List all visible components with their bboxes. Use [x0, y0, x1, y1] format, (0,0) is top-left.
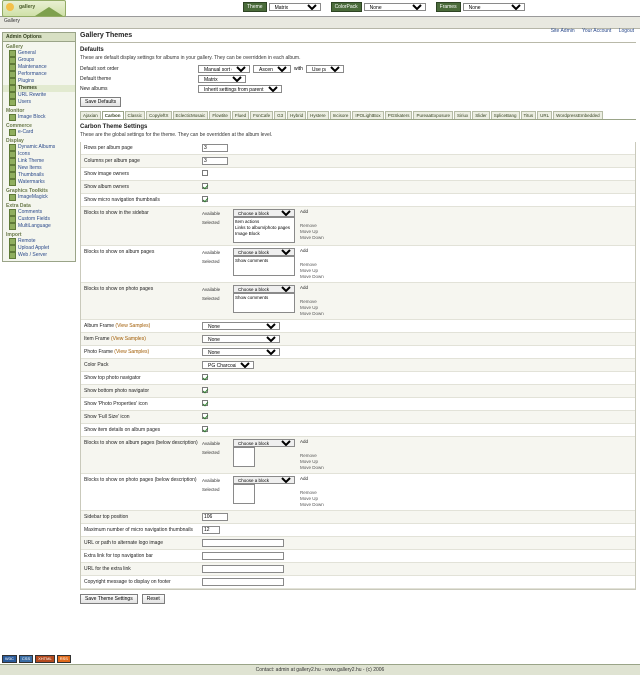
- alternate-logo-url-row: [81, 537, 635, 550]
- field-icon: [9, 216, 16, 223]
- show-image-owners-checkbox[interactable]: [202, 170, 208, 176]
- show-bottom-photo-navigator-label: Show bottom photo navigator: [84, 388, 150, 394]
- top-selector-group: [237, 2, 525, 12]
- xhtml-badge[interactable]: XHTML: [35, 655, 55, 663]
- show-bottom-photo-navigator-row: [81, 385, 635, 398]
- sidebar-item-label: Link Theme: [18, 158, 45, 164]
- footer-text: Contact: admin at gallery2.hu - www.gallery2.hu - (c) 2006: [255, 667, 385, 673]
- default-sort-order-row: [80, 65, 636, 73]
- columns-per-album-page-row: [81, 155, 635, 168]
- tab-slider[interactable]: Slider: [472, 111, 490, 119]
- groups-icon: [9, 57, 16, 64]
- sidebar-item-label: Comments: [18, 209, 43, 215]
- sidebar-top-position-row: [81, 511, 635, 524]
- sidebar-blocks-available-select[interactable]: [233, 209, 295, 217]
- sidebar-item-label: Custom Fields: [18, 216, 50, 222]
- photo-page-blocks-label: Blocks to show on photo pages: [84, 286, 154, 292]
- logout-link[interactable]: Logout: [618, 28, 634, 34]
- album-page-blocks-selected-list[interactable]: [233, 256, 295, 276]
- columns-per-album-page-label: Columns per album page: [84, 158, 140, 164]
- rss-badge[interactable]: RSS: [57, 655, 71, 663]
- show-full-size-icon-label: Show 'Full Size' icon: [84, 414, 130, 420]
- album-page-blocks-below-move-down-button[interactable]: Move Down: [300, 465, 324, 470]
- sidebar-item-imagemagick[interactable]: [3, 194, 75, 201]
- item-frame-select[interactable]: [202, 335, 280, 343]
- sidebar-blocks-remove-button[interactable]: Remove: [300, 223, 317, 228]
- album-page-blocks-below-remove-button[interactable]: Remove: [300, 453, 317, 458]
- photo-frame-text: Photo Frame: [84, 349, 113, 355]
- main-content: [80, 32, 636, 607]
- sidebar-item-watermarks[interactable]: [3, 179, 75, 186]
- defaults-description: These are default display settings for albums in your gallery. They can be overridden in each album.: [80, 55, 301, 61]
- theme-settings-heading: Carbon Theme Settings: [80, 124, 148, 130]
- link-theme-icon: [9, 158, 16, 165]
- rows-per-album-page-row: [81, 142, 635, 155]
- show-micro-nav-thumbnails-checkbox[interactable]: [202, 196, 208, 202]
- sidebar-item-label: Groups: [18, 57, 35, 63]
- album-frame-select[interactable]: [202, 322, 280, 330]
- show-top-photo-navigator-label: Show top photo navigator: [84, 375, 141, 381]
- photo-page-blocks-move-down-button[interactable]: Move Down: [300, 311, 324, 316]
- sidebar-item-image-block[interactable]: [3, 114, 75, 121]
- remote-icon: [9, 238, 16, 245]
- default-theme-label: Default theme: [80, 76, 112, 82]
- extra-nav-link-row: [81, 550, 635, 563]
- admin-links[interactable]: [545, 28, 634, 34]
- show-micro-nav-thumbnails-label: Show micro navigation thumbnails: [84, 197, 160, 203]
- album-page-blocks-below-available-select[interactable]: [233, 439, 295, 447]
- sidebar-item-label: e-Card: [18, 129, 34, 135]
- album-page-blocks-below-row: [81, 437, 635, 474]
- album-frame-row: [81, 320, 635, 333]
- selected-label: Selected: [202, 259, 220, 264]
- photo-frame-label: [84, 348, 202, 355]
- photo-page-blocks-below-move-down-button[interactable]: Move Down: [300, 502, 324, 507]
- colorpack-selector-label: ColorPack: [331, 2, 362, 12]
- save-theme-settings-button[interactable]: Save Theme Settings: [80, 594, 138, 604]
- sidebar-item-link-theme[interactable]: [3, 158, 75, 165]
- show-top-photo-navigator-checkbox[interactable]: [202, 374, 208, 380]
- list-item[interactable]: Links to album/photo pages: [235, 225, 291, 230]
- list-item[interactable]: Item actions: [235, 219, 260, 224]
- available-label: Available: [202, 441, 221, 446]
- user-icon: [9, 99, 16, 106]
- sidebar-item-label: MultiLanguage: [18, 223, 51, 229]
- photo-page-blocks-add-button[interactable]: Add: [300, 285, 309, 290]
- default-sort-order-label: Default sort order: [80, 66, 119, 72]
- theme-settings-table: [80, 142, 636, 590]
- sidebar-group-monitor: Monitor: [6, 108, 25, 114]
- show-album-owners-row: [81, 181, 635, 194]
- your-account-link[interactable]: Your Account: [582, 28, 612, 34]
- page-title: Gallery Themes: [80, 32, 133, 39]
- sidebar-item-label: Users: [18, 99, 32, 105]
- photo-page-blocks-below-remove-button[interactable]: Remove: [300, 490, 317, 495]
- sidebar-item-themes[interactable]: [3, 85, 75, 92]
- columns-per-album-page-input[interactable]: [202, 157, 228, 165]
- sidebar-item-url-rewrite[interactable]: [3, 92, 75, 99]
- logo-text: gallery: [19, 3, 36, 10]
- page-footer: [0, 664, 640, 675]
- show-photo-properties-icon-checkbox[interactable]: [202, 400, 208, 406]
- tab-splicebang[interactable]: SpliceBang: [491, 111, 520, 119]
- album-page-blocks-below-add-button[interactable]: Add: [300, 439, 309, 444]
- frames-selector[interactable]: [436, 2, 525, 12]
- show-top-photo-navigator-row: [81, 372, 635, 385]
- list-item[interactable]: Image Block: [235, 231, 260, 236]
- image-icon: [9, 114, 16, 121]
- sidebar-group-commerce: Commerce: [6, 123, 32, 129]
- tab-wordpressembedded[interactable]: WordpressEmbedded: [553, 111, 602, 119]
- photo-page-blocks-below-label: Blocks to show on photo pages (below description): [84, 477, 197, 483]
- colorpack-select[interactable]: [364, 3, 426, 11]
- selected-label: Selected: [202, 220, 220, 225]
- sidebar-item-maintenance[interactable]: [3, 64, 75, 71]
- photo-page-blocks-below-available-select[interactable]: [233, 476, 295, 484]
- w3c-badge[interactable]: W3C: [2, 655, 17, 663]
- gallery-logo: [2, 0, 66, 17]
- sidebar-item-icons[interactable]: [3, 151, 75, 158]
- selected-label: Selected: [202, 450, 220, 455]
- tab-ajaxian[interactable]: Ajaxian: [80, 111, 101, 119]
- sidebar-item-ecard[interactable]: [3, 129, 75, 136]
- tab-ipolightbox[interactable]: IPOLightBox: [352, 111, 383, 119]
- sidebar-blocks-row: [81, 207, 635, 246]
- site-admin-link[interactable]: Site Admin: [550, 28, 575, 34]
- tab-fsncafe[interactable]: FsnCafe: [250, 111, 273, 119]
- photo-page-blocks-remove-button[interactable]: Remove: [300, 299, 317, 304]
- alternate-logo-url-input[interactable]: [202, 539, 284, 547]
- tab-pgskaters[interactable]: PGSkaters: [385, 111, 413, 119]
- sidebar-item-custom-fields[interactable]: [3, 216, 75, 223]
- album-page-blocks-below-move-up-button[interactable]: Move Up: [300, 459, 319, 464]
- upload-icon: [9, 245, 16, 252]
- icons-icon: [9, 151, 16, 158]
- list-item[interactable]: Show comments: [235, 295, 269, 300]
- rows-per-album-page-label: Rows per album page: [84, 145, 133, 151]
- color-pack-select[interactable]: [202, 361, 254, 369]
- photo-page-blocks-selected-list[interactable]: [233, 293, 295, 313]
- photo-page-blocks-move-up-button[interactable]: Move Up: [300, 305, 319, 310]
- show-bottom-photo-navigator-checkbox[interactable]: [202, 387, 208, 393]
- sidebar-item-label: Remote: [18, 238, 36, 244]
- photo-frame-samples-link[interactable]: (View Samples): [114, 349, 150, 355]
- album-page-blocks-row: [81, 246, 635, 283]
- save-defaults-button[interactable]: Save Defaults: [80, 97, 121, 107]
- tab-url[interactable]: URL: [537, 111, 552, 119]
- sidebar-blocks-move-down-button[interactable]: Move Down: [300, 235, 324, 240]
- top-bar: [0, 0, 640, 17]
- sidebar-item-plugins[interactable]: [3, 78, 75, 85]
- sidebar-group-gallery: Gallery: [6, 44, 23, 50]
- show-image-owners-row: [81, 168, 635, 181]
- sidebar-item-label: Watermarks: [18, 179, 45, 185]
- album-frame-text: Album Frame: [84, 323, 115, 329]
- sidebar-item-label: Icons: [18, 151, 30, 157]
- show-image-owners-label: Show image owners: [84, 171, 130, 177]
- sidebar-item-label: Web / Server: [18, 252, 48, 258]
- show-item-details-label: Show item details on album pages: [84, 427, 161, 433]
- album-page-blocks-below-selected-list[interactable]: [233, 447, 255, 467]
- tab-incisore[interactable]: Incisore: [330, 111, 352, 119]
- list-item[interactable]: Show comments: [235, 258, 269, 263]
- album-page-blocks-remove-button[interactable]: Remove: [300, 262, 317, 267]
- footer-copyright-label: Copyright message to display on footer: [84, 579, 171, 585]
- extra-link-url-input[interactable]: [202, 565, 284, 573]
- album-page-blocks-label: Blocks to show on album pages: [84, 249, 155, 255]
- comment-icon: [9, 209, 16, 216]
- photo-page-blocks-below-row: [81, 474, 635, 511]
- title-divider: [80, 42, 636, 43]
- new-icon: [9, 165, 16, 172]
- tab-flowtite[interactable]: Flowtite: [209, 111, 231, 119]
- album-page-blocks-move-up-button[interactable]: Move Up: [300, 268, 319, 273]
- show-album-owners-label: Show album owners: [84, 184, 130, 190]
- rows-per-album-page-input[interactable]: [202, 144, 228, 152]
- sidebar-item-label: Thumbnails: [18, 172, 44, 178]
- sort-direction-select[interactable]: [253, 65, 291, 73]
- sidebar-group-graphics-toolkits: Graphics Toolkits: [6, 188, 48, 194]
- wrench-icon: [9, 64, 16, 71]
- sidebar-group-display: Display: [6, 138, 24, 144]
- tab-hystere[interactable]: Hystere: [307, 111, 329, 119]
- show-full-size-icon-row: [81, 411, 635, 424]
- new-albums-row: [80, 85, 636, 93]
- show-item-details-checkbox[interactable]: [202, 426, 208, 432]
- theme-settings-description: These are the global settings for the theme. They can be overridden at the album level.: [80, 132, 273, 138]
- sort-with-label: with: [294, 66, 303, 72]
- max-micro-nav-thumbs-label: Maximum number of micro navigation thumbnails: [84, 527, 193, 533]
- speed-icon: [9, 71, 16, 78]
- album-page-blocks-add-button[interactable]: Add: [300, 248, 309, 253]
- color-pack-row: [81, 359, 635, 372]
- tab-hybrid[interactable]: Hybrid: [287, 111, 306, 119]
- sidebar-item-new-items[interactable]: [3, 165, 75, 172]
- item-frame-samples-link[interactable]: (View Samples): [110, 336, 146, 342]
- sidebar-item-label: Performance: [18, 71, 47, 77]
- colorpack-selector[interactable]: [331, 2, 426, 12]
- sidebar-item-web-server[interactable]: [3, 252, 75, 259]
- link-icon: [9, 92, 16, 99]
- water-icon: [9, 179, 16, 186]
- sort-secondary-select[interactable]: [306, 65, 344, 73]
- footer-copyright-row: [81, 576, 635, 589]
- css-badge[interactable]: CSS: [19, 655, 33, 663]
- theme-tabs[interactable]: [80, 111, 636, 120]
- new-albums-label: New albums: [80, 86, 108, 92]
- show-album-owners-checkbox[interactable]: [202, 183, 208, 189]
- photo-page-blocks-available-select[interactable]: [233, 285, 295, 293]
- gear-icon: [9, 50, 16, 57]
- album-page-blocks-below-label: Blocks to show on album pages (below description): [84, 440, 198, 446]
- album-frame-samples-link[interactable]: (View Samples): [115, 323, 151, 329]
- thumb-icon: [9, 172, 16, 179]
- sun-icon: [6, 3, 14, 11]
- extra-link-url-row: [81, 563, 635, 576]
- tab-titus[interactable]: Titus: [521, 111, 537, 119]
- tab-pureaaexposure[interactable]: PureaaExposure: [413, 111, 453, 119]
- photo-page-blocks-row: [81, 283, 635, 320]
- sidebar-item-label: New Items: [18, 165, 42, 171]
- selected-label: Selected: [202, 487, 220, 492]
- album-page-blocks-move-down-button[interactable]: Move Down: [300, 274, 324, 279]
- defaults-heading: Defaults: [80, 47, 104, 53]
- extra-nav-link-input[interactable]: [202, 552, 284, 560]
- sidebar-top-position-input[interactable]: [202, 513, 228, 521]
- sidebar-item-label: Plugins: [18, 78, 35, 84]
- show-micro-nav-thumbnails-row: [81, 194, 635, 207]
- item-frame-label: [84, 335, 202, 342]
- photo-frame-row: [81, 346, 635, 359]
- show-item-details-row: [81, 424, 635, 437]
- tab-copyleftx[interactable]: CopyleftX: [146, 111, 172, 119]
- validation-badges: [0, 655, 640, 663]
- available-label: Available: [202, 211, 221, 216]
- sidebar-item-label: Maintenance: [18, 64, 47, 70]
- theme-icon: [9, 85, 16, 92]
- tab-siriux[interactable]: Siriux: [454, 111, 471, 119]
- selected-label: Selected: [202, 296, 220, 301]
- available-label: Available: [202, 287, 221, 292]
- web-icon: [9, 252, 16, 259]
- default-theme-row: [80, 75, 636, 83]
- sidebar-blocks-label: Blocks to show in the sidebar: [84, 210, 149, 216]
- tab-classic[interactable]: Classic: [125, 111, 146, 119]
- color-pack-label: Color Pack: [84, 362, 109, 368]
- extra-link-url-label: URL for the extra link: [84, 566, 131, 572]
- photo-page-blocks-below-move-up-button[interactable]: Move Up: [300, 496, 319, 501]
- extra-nav-link-label: Extra link for top navigation bar: [84, 553, 153, 559]
- photo-page-blocks-below-selected-list[interactable]: [233, 484, 255, 504]
- admin-sidebar: [2, 32, 76, 262]
- magick-icon: [9, 194, 16, 201]
- show-photo-properties-icon-row: [81, 398, 635, 411]
- show-photo-properties-icon-label: Show 'Photo Properties' icon: [84, 401, 148, 407]
- frames-select[interactable]: [463, 3, 525, 11]
- lang-icon: [9, 223, 16, 230]
- sidebar-item-groups[interactable]: [3, 57, 75, 64]
- sidebar-blocks-selected-list[interactable]: [233, 217, 295, 243]
- tab-carbon[interactable]: Carbon: [102, 111, 124, 119]
- sidebar-title: Admin Options: [3, 33, 75, 42]
- sidebar-blocks-move-up-button[interactable]: Move Up: [300, 229, 319, 234]
- plug-icon: [9, 78, 16, 85]
- sidebar-item-users[interactable]: [3, 99, 75, 106]
- sidebar-item-label: Themes: [18, 85, 37, 91]
- breadcrumb-gallery[interactable]: Gallery: [4, 18, 20, 24]
- sidebar-item-remote[interactable]: [3, 238, 75, 245]
- sidebar-blocks-add-button[interactable]: Add: [300, 209, 309, 214]
- card-icon: [9, 129, 16, 136]
- item-frame-text: Item Frame: [84, 336, 110, 342]
- sidebar-item-label: ImageMagick: [18, 194, 48, 200]
- album-page-blocks-available-select[interactable]: [233, 248, 295, 256]
- sidebar-item-performance[interactable]: [3, 71, 75, 78]
- sidebar-item-upload-applet[interactable]: [3, 245, 75, 252]
- default-theme-select[interactable]: [198, 75, 246, 83]
- frames-selector-label: Frames: [436, 2, 461, 12]
- sidebar-item-label: Image Block: [18, 114, 46, 120]
- sidebar-item-thumbnails[interactable]: [3, 172, 75, 179]
- album-frame-label: [84, 322, 202, 329]
- available-label: Available: [202, 478, 221, 483]
- sidebar-group-extra-data: Extra Data: [6, 203, 31, 209]
- tab-eclecticmosaic[interactable]: EclecticMosaic: [173, 111, 209, 119]
- sidebar-item-dynamic-albums[interactable]: [3, 144, 75, 151]
- default-sort-order-select[interactable]: [198, 65, 250, 73]
- theme-selector-label: Theme: [243, 2, 267, 12]
- sidebar-top-position-label: Sidebar top position: [84, 514, 129, 520]
- show-full-size-icon-checkbox[interactable]: [202, 413, 208, 419]
- sidebar-item-multilanguage[interactable]: [3, 223, 75, 230]
- sidebar-group-import: Import: [6, 232, 22, 238]
- max-micro-nav-thumbs-input[interactable]: [202, 526, 220, 534]
- new-albums-select[interactable]: [198, 85, 282, 93]
- sidebar-item-general[interactable]: [3, 50, 75, 57]
- sidebar-item-label: Upload Applet: [18, 245, 50, 251]
- item-frame-row: [81, 333, 635, 346]
- theme-select[interactable]: [269, 3, 321, 11]
- album-icon: [9, 144, 16, 151]
- tab-flued[interactable]: Flued: [232, 111, 249, 119]
- max-micro-nav-thumbs-row: [81, 524, 635, 537]
- sidebar-item-comments[interactable]: [3, 209, 75, 216]
- sidebar-item-label: Dynamic Albums: [18, 144, 56, 150]
- photo-frame-select[interactable]: [202, 348, 280, 356]
- available-label: Available: [202, 250, 221, 255]
- sidebar-item-label: URL Rewrite: [18, 92, 47, 98]
- reset-button[interactable]: Reset: [142, 594, 165, 604]
- mountain-icon: [35, 7, 63, 16]
- theme-selector[interactable]: [243, 2, 321, 12]
- photo-page-blocks-below-add-button[interactable]: Add: [300, 476, 309, 481]
- alternate-logo-url-label: URL or path to alternate logo image: [84, 540, 164, 546]
- tab-g3[interactable]: G3: [274, 111, 286, 119]
- sidebar-item-label: General: [18, 50, 36, 56]
- footer-copyright-input[interactable]: [202, 578, 284, 586]
